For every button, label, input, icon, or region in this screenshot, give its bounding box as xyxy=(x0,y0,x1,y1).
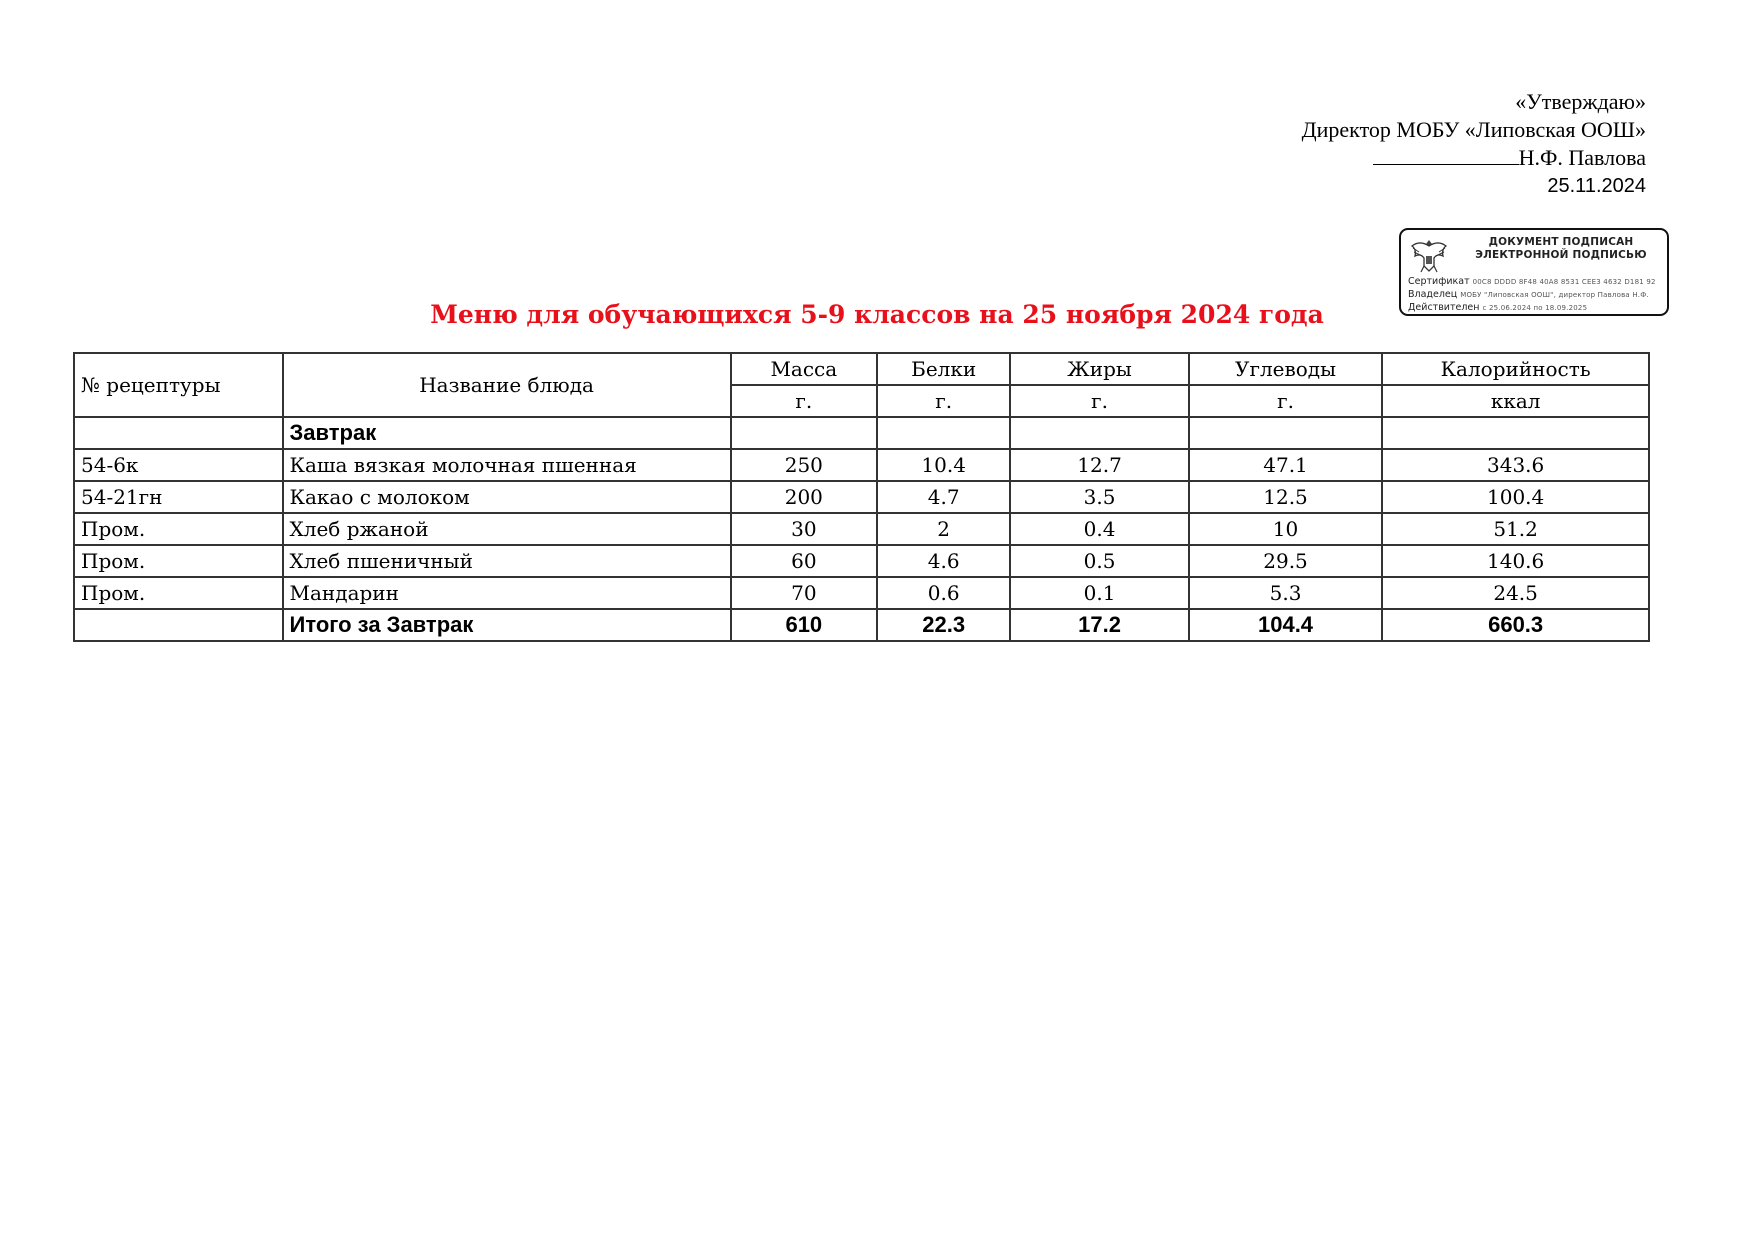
protein-cell: 4.6 xyxy=(877,545,1010,577)
stamp-certificate xyxy=(1408,276,1656,287)
menu-table xyxy=(73,352,1650,642)
total-fat: 17.2 xyxy=(1010,609,1188,641)
recipe-cell: 54-6к xyxy=(74,449,283,481)
approval-position: Директор МОБУ «Липовская ООШ» xyxy=(1301,117,1646,142)
table-row xyxy=(74,577,1649,609)
dish-cell: Хлеб пшеничный xyxy=(283,545,731,577)
calories-cell: 140.6 xyxy=(1382,545,1649,577)
recipe-cell: Пром. xyxy=(74,513,283,545)
fat-cell: 0.1 xyxy=(1010,577,1188,609)
signatory-name: Н.Ф. Павлова xyxy=(1518,145,1646,170)
recipe-cell: Пром. xyxy=(74,545,283,577)
empty-cell xyxy=(731,417,877,449)
approval-heading: «Утверждаю» xyxy=(1515,89,1646,114)
unit-fat: г. xyxy=(1010,385,1188,417)
table-row xyxy=(74,545,1649,577)
calories-cell: 51.2 xyxy=(1382,513,1649,545)
total-mass: 610 xyxy=(731,609,877,641)
protein-cell: 0.6 xyxy=(877,577,1010,609)
recipe-cell: 54-21гн xyxy=(74,481,283,513)
header-mass: Масса xyxy=(731,353,877,385)
unit-calories: ккал xyxy=(1382,385,1649,417)
header-recipe: № рецептуры xyxy=(74,353,283,417)
header-dish: Название блюда xyxy=(283,353,731,417)
calories-cell: 100.4 xyxy=(1382,481,1649,513)
menu-title: Меню для обучающихся 5-9 классов на 25 ноября 2024 года xyxy=(430,300,1324,329)
header-row xyxy=(74,353,1649,385)
section-label: Завтрак xyxy=(283,417,731,449)
certificate-value: 00C8 DDDD 8F48 40A8 8531 CEE3 4632 D181 92 xyxy=(1472,278,1656,286)
calories-cell: 343.6 xyxy=(1382,449,1649,481)
unit-protein: г. xyxy=(877,385,1010,417)
empty-cell xyxy=(1010,417,1188,449)
mass-cell: 60 xyxy=(731,545,877,577)
signature-line xyxy=(1373,144,1519,165)
carbs-cell: 29.5 xyxy=(1189,545,1382,577)
fat-cell: 12.7 xyxy=(1010,449,1188,481)
dish-cell: Мандарин xyxy=(283,577,731,609)
carbs-cell: 12.5 xyxy=(1189,481,1382,513)
total-carbs: 104.4 xyxy=(1189,609,1382,641)
total-label: Итого за Завтрак xyxy=(283,609,731,641)
header-calories: Калорийность xyxy=(1382,353,1649,385)
table-row xyxy=(74,449,1649,481)
empty-cell xyxy=(1382,417,1649,449)
carbs-cell: 47.1 xyxy=(1189,449,1382,481)
header-protein: Белки xyxy=(877,353,1010,385)
total-calories: 660.3 xyxy=(1382,609,1649,641)
total-protein: 22.3 xyxy=(877,609,1010,641)
mass-cell: 30 xyxy=(731,513,877,545)
unit-mass: г. xyxy=(731,385,877,417)
stamp-owner xyxy=(1408,289,1649,300)
empty-cell xyxy=(877,417,1010,449)
recipe-cell: Пром. xyxy=(74,577,283,609)
stamp-title-line-1: ДОКУМЕНТ ПОДПИСАН xyxy=(1488,236,1634,248)
dish-cell: Каша вязкая молочная пшенная xyxy=(283,449,731,481)
table-row xyxy=(74,481,1649,513)
approval-block xyxy=(1086,88,1646,200)
total-recipe-cell xyxy=(74,609,283,641)
coat-of-arms-icon xyxy=(1409,236,1449,274)
calories-cell: 24.5 xyxy=(1382,577,1649,609)
fat-cell: 3.5 xyxy=(1010,481,1188,513)
carbs-cell: 5.3 xyxy=(1189,577,1382,609)
mass-cell: 200 xyxy=(731,481,877,513)
fat-cell: 0.4 xyxy=(1010,513,1188,545)
owner-label: Владелец xyxy=(1408,289,1458,300)
total-row xyxy=(74,609,1649,641)
table-row xyxy=(74,513,1649,545)
protein-cell: 2 xyxy=(877,513,1010,545)
section-row xyxy=(74,417,1649,449)
certificate-label: Сертификат xyxy=(1408,276,1470,287)
approval-signature xyxy=(1086,144,1646,172)
header-fat: Жиры xyxy=(1010,353,1188,385)
mass-cell: 70 xyxy=(731,577,877,609)
dish-cell: Хлеб ржаной xyxy=(283,513,731,545)
empty-cell xyxy=(1189,417,1382,449)
unit-carbs: г. xyxy=(1189,385,1382,417)
validity-label: Действителен xyxy=(1408,302,1480,313)
approval-date: 25.11.2024 xyxy=(1547,175,1646,197)
protein-cell: 10.4 xyxy=(877,449,1010,481)
mass-cell: 250 xyxy=(731,449,877,481)
fat-cell: 0.5 xyxy=(1010,545,1188,577)
validity-value: с 25.06.2024 по 18.09.2025 xyxy=(1482,304,1588,312)
section-recipe-cell xyxy=(74,417,283,449)
stamp-title-line-2: ЭЛЕКТРОННОЙ ПОДПИСЬЮ xyxy=(1475,249,1647,261)
carbs-cell: 10 xyxy=(1189,513,1382,545)
dish-cell: Какао с молоком xyxy=(283,481,731,513)
stamp-title xyxy=(1461,236,1661,262)
owner-value: МОБУ "Липовская ООШ", директор Павлова Н.Ф. xyxy=(1460,291,1649,299)
header-carbs: Углеводы xyxy=(1189,353,1382,385)
protein-cell: 4.7 xyxy=(877,481,1010,513)
